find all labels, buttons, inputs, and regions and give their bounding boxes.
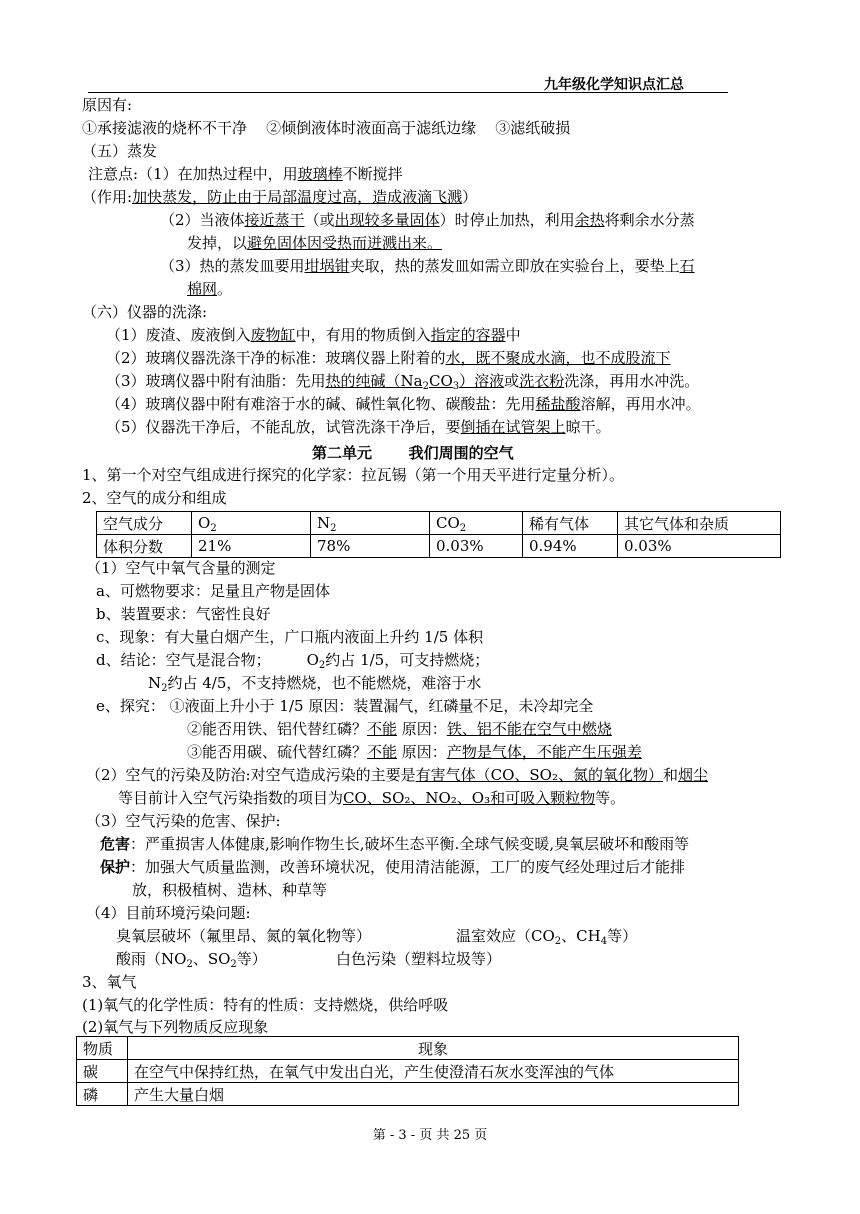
unit2-item-1: 1、第一个对空气组成进行探究的化学家：拉瓦锡（第一个用天平进行定量分析）。 [82,466,625,484]
table-cell: 21% [192,535,311,558]
oxygen-reactions-title: (2)氧气与下列物质反应现象 [82,1018,269,1036]
env-issue-greenhouse: 温室效应（$CO_2$、$CH_4$等） [456,927,638,947]
evaporation-note-1: 注意点:（1）在加热过程中，用玻璃棒不断搅拌 [88,165,403,183]
table-row [77,1037,739,1060]
washing-item-1: （1）废渣、废液倒入废物缸中，有用的物质倒入指定的容器中 [106,326,521,344]
evaporation-note-2: （2）当液体接近蒸干（或出现较多量固体）时停止加热，利用余热将剩余水分蒸 [160,211,695,229]
reaction-table [76,1036,739,1106]
table-row [97,535,781,558]
oxygen-measure-d: d、结论：空气是混合物； $O_2$约占 1/5，可支持燃烧； [96,651,490,671]
oxygen-measure-d-cont: $N_2$约占 4/5，不支持燃烧，也不能燃烧，难溶于水 [148,674,482,694]
table-cell: 0.94% [523,535,618,558]
table-cell: 空气成分 [97,512,192,535]
table-row [77,1060,739,1083]
table-cell: 磷 [77,1083,128,1106]
page-footer: 第 - 3 - 页 共 25 页 [372,1128,488,1143]
pollution-protect-cont: 放，积极植树、造林、种草等 [132,881,328,899]
evaporation-note-2-cont: 发掉，以避免固体因受热而迸溅出来。 [187,234,443,252]
table-cell: 其它气体和杂质 [618,512,781,535]
pollution-item-2: （2）空气的污染及防治:对空气造成污染的主要是有害气体（CO、SO₂、氮的氧化物）和烟尘 [86,766,709,784]
table-cell: 78% [311,535,430,558]
table-row [97,512,781,535]
evaporation-note-3-cont: 棉网。 [187,280,233,298]
env-issue-ozone: 臭氧层破坏（氟里昂、氮的氧化物等） [116,927,372,945]
pollution-protect: 保护：加强大气质量监测，改善环境状况，使用清洁能源，工厂的废气经处理过后才能排 [100,858,686,876]
reason-2: ②倾倒液体时液面高于滤纸边缘 [266,119,477,137]
section-washing-title: （六）仪器的洗涤: [82,303,208,321]
pollution-item-3: （3）空气污染的危害、保护: [86,812,281,830]
washing-item-4: （4）玻璃仪器中附有难溶于水的碱、碱性氧化物、碳酸盐：先用稀盐酸溶解，再用水冲。 [106,395,701,413]
washing-item-2: （2）玻璃仪器洗涤干净的标准：玻璃仪器上附着的水，既不聚成水滴，也不成股流下 [106,349,671,367]
oxygen-measure-a: a、可燃物要求：足量且产物是固体 [96,582,330,600]
header-title: 九年级化学知识点汇总 [544,77,684,93]
oxygen-measure-c: c、现象：有大量白烟产生，广口瓶内液面上升约 1/5 体积 [96,628,484,646]
env-issue-white-pollution: 白色污染（塑料垃圾等） [336,950,502,968]
table-cell: 稀有气体 [523,512,618,535]
oxygen-title: 3、氧气 [82,973,137,991]
oxygen-properties: (1)氧气的化学性质：特有的性质：支持燃烧，供给呼吸 [82,996,449,1014]
oxygen-measure-e3: ③能否用碳、硫代替红磷？不能 原因：产物是气体，不能产生压强差 [187,743,642,761]
filtration-reasons-label: 原因有: [82,96,133,114]
table-cell: 体积分数 [97,535,192,558]
section-evaporation-title: （五）蒸发 [82,142,158,160]
table-cell: 产生大量白烟 [128,1083,739,1106]
reason-1: ①承接滤液的烧杯不干净 [82,119,248,137]
evaporation-note-3: （3）热的蒸发皿要用坩埚钳夹取，热的蒸发皿如需立即放在实验台上，要垫上石 [160,257,695,275]
oxygen-measure-title: （1）空气中氧气含量的测定 [86,559,276,577]
table-cell: $N_2$ [311,512,430,535]
table-cell: $CO_2$ [430,512,523,535]
pollution-item-2-cont: 等目前计入空气污染指数的项目为CO、SO₂、NO₂、O₃和可吸入颗粒物等。 [118,789,626,807]
table-cell: 碳 [77,1060,128,1083]
oxygen-measure-e1: e、探究： ①液面上升小于 1/5 原因：装置漏气，红磷量不足，未冷却完全 [96,697,594,715]
washing-item-3: （3）玻璃仪器中附有油脂：先用热的纯碱$(Na_2CO_3)$溶液或洗衣粉洗涤，再用水冲洗。 [106,372,700,392]
table-cell: 0.03% [618,535,781,558]
pollution-harm: 危害：严重损害人体健康,影响作物生长,破坏生态平衡.全球气候变暖,臭氧层破坏和酸雨等 [100,835,690,853]
table-cell: 0.03% [430,535,523,558]
pollution-item-4: （4）目前环境污染问题: [86,904,251,922]
reason-3: ③滤纸破损 [495,119,571,137]
table-row [77,1083,739,1106]
oxygen-measure-b: b、装置要求：气密性良好 [96,605,271,623]
washing-item-5: （5）仪器洗干净后，不能乱放，试管洗涤干净后，要倒插在试管架上晾干。 [106,418,611,436]
evaporation-role: （作用:加快蒸发，防止由于局部温度过高，造成液滴飞溅） [82,188,478,206]
oxygen-measure-e2: ②能否用铁、铝代替红磷？不能 原因：铁、铝不能在空气中燃烧 [187,720,612,738]
table-header-cell: 物质 [77,1037,128,1060]
unit-title: 第二单元 我们周围的空气 [312,444,514,462]
page-header [88,74,728,93]
table-cell: $O_2$ [192,512,311,535]
air-composition-table [96,511,781,558]
table-header-cell: 现象 [128,1037,739,1060]
filtration-reasons [82,118,570,138]
table-cell: 在空气中保持红热，在氧气中发出白光，产生使澄清石灰水变浑浊的气体 [128,1060,739,1083]
env-issue-acid-rain: 酸雨（$NO_2$、$SO_2$等） [116,950,267,970]
unit2-item-2: 2、空气的成分和组成 [82,489,227,507]
